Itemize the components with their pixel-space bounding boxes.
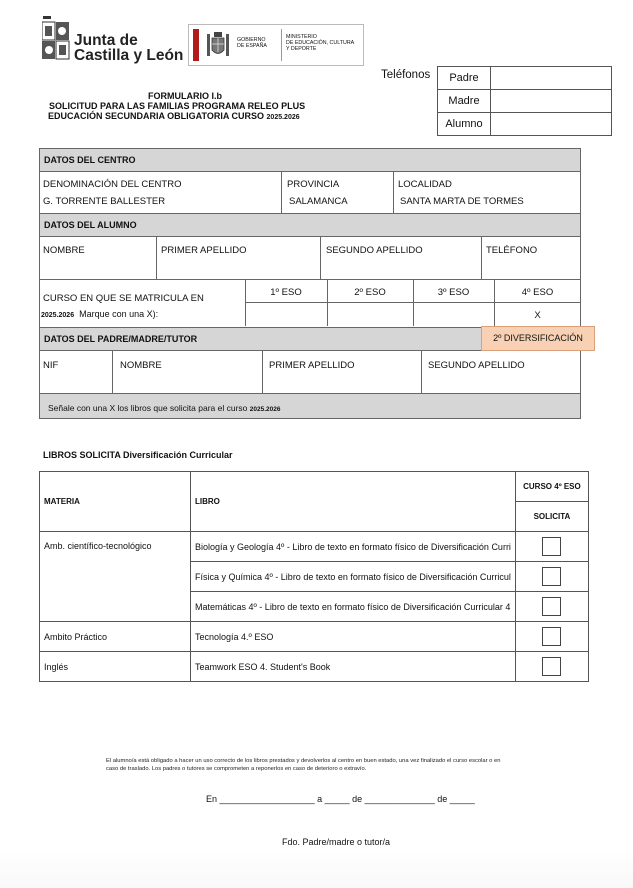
- col-solicita-header: SOLICITA: [515, 502, 588, 532]
- form-code: FORMULARIO I.b: [148, 91, 222, 101]
- form-subtitle: EDUCACIÓN SECUNDARIA OBLIGATORIA CURSO 2025.2026: [48, 111, 300, 121]
- telefono-padre-field[interactable]: [491, 67, 612, 90]
- curso-3-eso-label: 3º ESO: [437, 287, 470, 298]
- telefono-madre-field[interactable]: [491, 90, 612, 113]
- section-datos-alumno: DATOS DEL ALUMNO: [39, 213, 581, 237]
- telefono-padre-label: Padre: [438, 67, 491, 90]
- solicita-checkbox[interactable]: [542, 537, 561, 556]
- jcyl-logo-text: Junta de Castilla y León: [74, 32, 184, 64]
- alumno-nombre-label[interactable]: NOMBRE: [43, 245, 85, 256]
- col-libro-header: LIBRO: [191, 472, 516, 532]
- tutor-apellido2-label[interactable]: SEGUNDO APELLIDO: [428, 360, 525, 371]
- alumno-telefono-label[interactable]: TELÉFONO: [486, 245, 538, 256]
- books-section-title: LIBROS SOLICITA Diversificación Curricular: [43, 450, 233, 460]
- telefono-alumno-label: Alumno: [438, 113, 491, 136]
- curso-4-eso-label: 4º ESO: [521, 287, 554, 298]
- table-row: [40, 532, 589, 562]
- books-table: [39, 471, 589, 682]
- usage-note: El alumno/a está obligado a hacer un uso correcto de los libros prestados y devolverlos al centro en buen estado, una vez finalizado el curso escolar o en caso de traslado. Los padres o tutores se comprometen a reponerlos en caso de deterioro o extravío.: [106, 758, 501, 772]
- tutor-nif-label[interactable]: NIF: [43, 360, 59, 371]
- provincia-label: PROVINCIA: [287, 179, 340, 190]
- materia-cell: Amb. científico-tecnológico: [40, 532, 191, 622]
- tutor-apellido1-label[interactable]: PRIMER APELLIDO: [269, 360, 355, 371]
- jcyl-coat-of-arms-icon: [42, 16, 70, 62]
- section-datos-tutor: DATOS DEL PADRE/MADRE/TUTOR: [39, 327, 581, 351]
- localidad-value[interactable]: SANTA MARTA DE TORMES: [400, 196, 524, 207]
- curso-2-eso-label: 2º ESO: [354, 287, 386, 298]
- curso-label: CURSO EN QUE SE MATRICULA EN: [43, 293, 204, 304]
- libro-cell: Matemáticas 4º - Libro de texto en formato físico de Diversificación Curricular 4: [191, 592, 516, 622]
- col-curso-header: CURSO 4º ESO: [515, 472, 588, 502]
- tutor-nombre-label[interactable]: NOMBRE: [120, 360, 162, 371]
- solicita-checkbox[interactable]: [542, 627, 561, 646]
- libro-cell: Tecnología 4.º ESO: [191, 622, 516, 652]
- curso-4-eso-mark[interactable]: X: [534, 310, 541, 321]
- solicita-checkbox[interactable]: [542, 657, 561, 676]
- signature-label: Fdo. Padre/madre o tutor/a: [282, 837, 391, 847]
- telefonos-label: Teléfonos: [381, 69, 431, 81]
- telefonos-table: [437, 66, 612, 136]
- libro-cell: Física y Química 4º - Libro de texto en formato físico de Diversificación Curricul: [191, 562, 516, 592]
- table-row: [40, 622, 589, 652]
- solicita-checkbox[interactable]: [542, 597, 561, 616]
- alumno-apellido1-label[interactable]: PRIMER APELLIDO: [161, 245, 247, 256]
- spain-coat-of-arms-icon: [205, 30, 231, 60]
- denominacion-label: DENOMINACIÓN DEL CENTRO: [43, 179, 182, 190]
- form-title: SOLICITUD PARA LAS FAMILIAS PROGRAMA RELEO PLUS: [49, 101, 306, 111]
- telefono-madre-label: Madre: [438, 90, 491, 113]
- localidad-label: LOCALIDAD: [398, 179, 452, 190]
- instruction-text: Señale con una X los libros que solicita para el curso 2025.2026: [48, 403, 281, 413]
- place-date-line[interactable]: En ___________________ a _____ de ______________ de _____: [206, 794, 475, 804]
- alumno-apellido2-label[interactable]: SEGUNDO APELLIDO: [326, 245, 423, 256]
- denominacion-value[interactable]: G. TORRENTE BALLESTER: [43, 196, 166, 207]
- provincia-value[interactable]: SALAMANCA: [289, 196, 348, 207]
- materia-cell: Ambito Práctico: [40, 622, 191, 652]
- gobierno-logo: GOBIERNO DE ESPAÑA MINISTERIO DE EDUCACIÓN, CULTURA Y DEPORTE: [188, 24, 364, 66]
- libro-cell: Teamwork ESO 4. Student's Book: [191, 652, 516, 682]
- diversificacion-badge: 2º DIVERSIFICACIÓN: [481, 326, 595, 351]
- libro-cell: Biología y Geología 4º - Libro de texto en formato físico de Diversificación Curri: [191, 532, 516, 562]
- curso-hint: 2025.2026 Marque con una X):: [41, 309, 159, 319]
- materia-cell: Inglés: [40, 652, 191, 682]
- section-datos-centro: DATOS DEL CENTRO: [39, 148, 581, 172]
- curso-1-eso-label: 1º ESO: [270, 287, 302, 298]
- col-materia-header: MATERIA: [40, 472, 191, 532]
- table-row: [40, 652, 589, 682]
- page-shadow: [0, 850, 633, 888]
- telefono-alumno-field[interactable]: [491, 113, 612, 136]
- solicita-checkbox[interactable]: [542, 567, 561, 586]
